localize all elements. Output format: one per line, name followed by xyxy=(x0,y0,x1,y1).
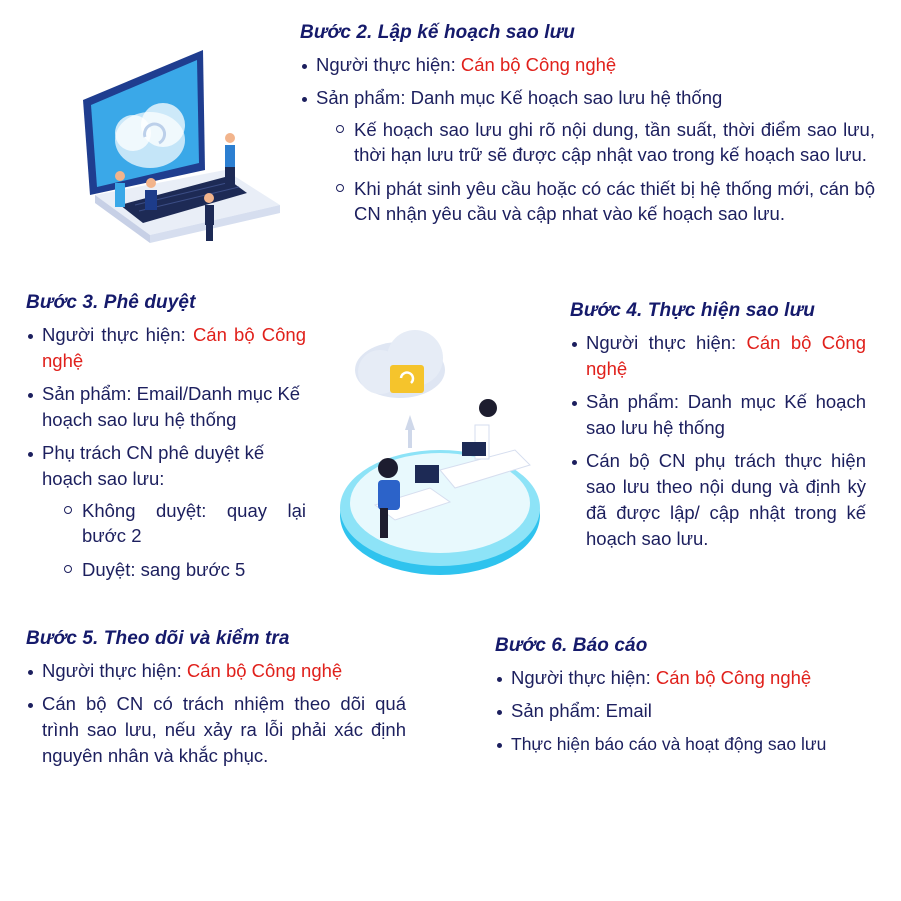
step-6-performer-value: Cán bộ Công nghệ xyxy=(655,667,812,688)
step-5-performer: Người thực hiện: Cán bộ Công nghệ xyxy=(26,658,406,684)
step-2-performer-value: Cán bộ Công nghệ xyxy=(460,54,617,75)
step-6 xyxy=(495,635,890,764)
step-2 xyxy=(300,22,875,235)
step-2-sublist xyxy=(334,117,875,226)
step-6-product: Sản phẩm: Email xyxy=(495,698,890,724)
step-3-title: Bước 3. Phê duyệt xyxy=(26,292,196,313)
step-5-action: Cán bộ CN có trách nhiệm theo dõi quá trình sao lưu, nếu xảy ra lỗi phải xác định nguyên nhân và khắc phục. xyxy=(26,691,406,769)
step-2-product: Sản phẩm: Danh mục Kế hoạch sao lưu hệ thống Kế hoạch sao lưu ghi rõ nội dung, tần suất, thời điểm sao lưu, thời hạn lưu trữ sẽ được cập nhật vao trong kế hoạch sao lưu. Khi phát sinh yêu cầu hoặc có các thiết bị hệ thống mới, cán bộ CN nhận yêu cầu và cập nhat vào kế hoạch sao lưu. xyxy=(300,85,875,226)
step-3-approve: Phụ trách CN phê duyệt kế hoạch sao lưu: Không duyệt: quay lại bước 2 Duyệt: sang bước 5 xyxy=(26,440,306,582)
step-2-title: Bước 2. Lập kế hoạch sao lưu xyxy=(300,22,575,43)
step-2-sub-1: Kế hoạch sao lưu ghi rõ nội dung, tần suất, thời điểm sao lưu, thời hạn lưu trữ sẽ được cập nhật vao trong kế hoạch sao lưu. xyxy=(334,117,875,167)
step-3-sublist xyxy=(62,498,306,582)
step-3-sub-2: Duyệt: sang bước 5 xyxy=(62,557,306,582)
step-6-title: Bước 6. Báo cáo xyxy=(495,635,648,656)
step-6-performer: Người thực hiện: Cán bộ Công nghệ xyxy=(495,665,890,691)
step-5 xyxy=(26,628,406,776)
step-4-performer-value: Cán bộ Công nghệ xyxy=(586,332,866,379)
step-6-action: Thực hiện báo cáo và hoạt động sao lưu xyxy=(495,731,890,757)
step-4-performer: Người thực hiện: Cán bộ Công nghệ xyxy=(570,330,866,382)
step-4-product: Sản phẩm: Danh mục Kế hoạch sao lưu hệ thống xyxy=(570,389,866,441)
step-5-list xyxy=(26,658,406,769)
step-3-sub-1: Không duyệt: quay lại bước 2 xyxy=(62,498,306,548)
step-2-list xyxy=(300,52,875,226)
cloud-workers-illustration xyxy=(330,320,550,590)
laptop-cloud-illustration xyxy=(75,45,290,255)
step-5-title: Bước 5. Theo dõi và kiểm tra xyxy=(26,628,290,649)
step-4-title: Bước 4. Thực hiện sao lưu xyxy=(570,300,815,321)
step-2-performer: Người thực hiện: Cán bộ Công nghệ xyxy=(300,52,875,78)
step-3-product: Sản phẩm: Email/Danh mục Kế hoạch sao lưu hệ thống xyxy=(26,381,306,433)
step-3-performer-value: Cán bộ Công nghệ xyxy=(42,324,306,371)
step-5-performer-value: Cán bộ Công nghệ xyxy=(186,660,343,681)
step-3-performer: Người thực hiện: Cán bộ Công nghệ xyxy=(26,322,306,374)
step-4-list xyxy=(570,330,866,552)
step-4 xyxy=(570,300,866,559)
step-4-action: Cán bộ CN phụ trách thực hiện sao lưu theo nội dung và định kỳ đã được lập/ cập nhật trong kế hoạch sao lưu. xyxy=(570,448,866,552)
step-2-sub-2: Khi phát sinh yêu cầu hoặc có các thiết bị hệ thống mới, cán bộ CN nhận yêu cầu và cập nhat vào kế hoạch sao lưu. xyxy=(334,176,875,226)
step-6-list xyxy=(495,665,890,757)
step-3-list xyxy=(26,322,306,582)
step-3 xyxy=(26,292,306,591)
